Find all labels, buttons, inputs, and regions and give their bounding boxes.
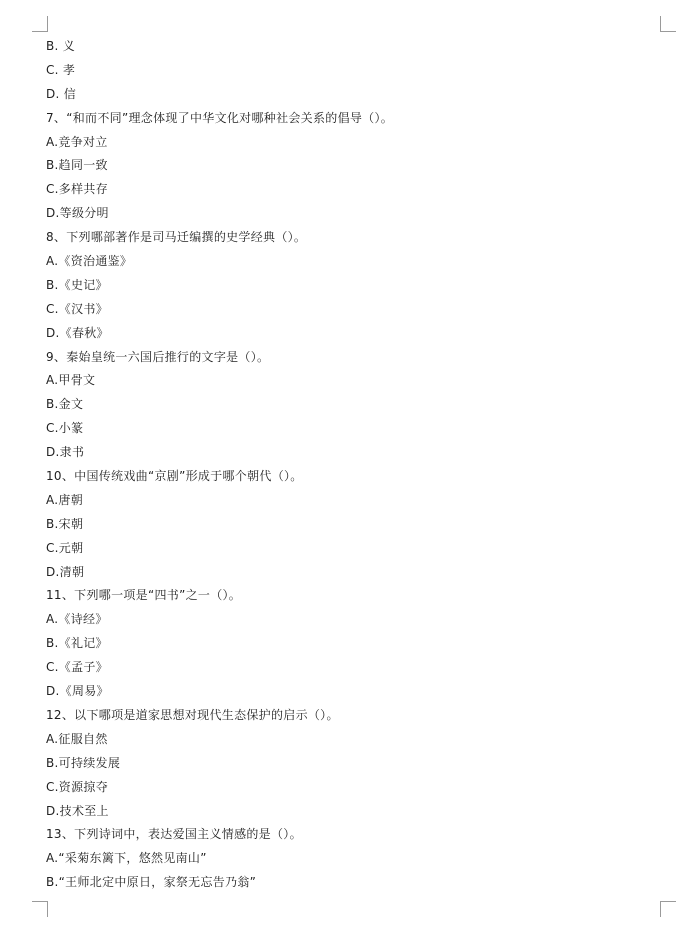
question-text: 12、以下哪项是道家思想对现代生态保护的启示（）。 (46, 707, 339, 722)
answer-option: D. 信 (46, 86, 77, 101)
question-text: 11、下列哪一项是“四书”之一（）。 (46, 588, 242, 603)
margin-corner-mark-top-right (660, 16, 676, 32)
answer-option: B.《史记》 (46, 277, 108, 292)
answer-option: B.趋同一致 (46, 158, 108, 173)
answer-option: B.《礼记》 (46, 636, 108, 651)
answer-option: B. 义 (46, 39, 76, 53)
answer-option: B.可持续发展 (46, 755, 121, 770)
question-text: 13、下列诗词中，表达爱国主义情感的是（）。 (46, 827, 302, 842)
answer-option: B.金文 (46, 397, 84, 412)
answer-option: C. 孝 (46, 62, 76, 77)
answer-option: A.竞争对立 (46, 134, 108, 149)
margin-corner-mark-bottom-left (32, 901, 48, 917)
answer-option: C.资源掠夺 (46, 779, 108, 794)
question-text: 7、“和而不同”理念体现了中华文化对哪种社会关系的倡导（）。 (46, 110, 394, 125)
answer-option: D.技术至上 (46, 803, 109, 818)
answer-option: A.“采菊东篱下，悠然见南山” (46, 851, 207, 866)
answer-option: C.多样共存 (46, 182, 108, 197)
answer-option: B.“王师北定中原日，家祭无忘告乃翁” (46, 875, 257, 890)
answer-option: A.《资治通鉴》 (46, 254, 133, 269)
answer-option: C.小篆 (46, 421, 84, 436)
question-text: 9、秦始皇统一六国后推行的文字是（）。 (46, 349, 270, 364)
answer-option: D.等级分明 (46, 206, 109, 221)
answer-option: D.《周易》 (46, 684, 109, 699)
answer-option: C.《汉书》 (46, 301, 108, 316)
answer-option: D.隶书 (46, 445, 85, 460)
document-body (46, 35, 646, 895)
margin-corner-mark-bottom-right (660, 901, 676, 917)
question-text: 8、下列哪部著作是司马迁编撰的史学经典（）。 (46, 230, 307, 245)
question-text: 10、中国传统戏曲“京剧”形成于哪个朝代（）。 (46, 469, 303, 484)
answer-option: A.唐朝 (46, 492, 84, 507)
answer-option: A.《诗经》 (46, 612, 108, 627)
answer-option: B.宋朝 (46, 516, 84, 531)
answer-option: D.清朝 (46, 564, 85, 579)
answer-option: C.《孟子》 (46, 660, 108, 675)
answer-option: A.甲骨文 (46, 373, 96, 388)
margin-corner-mark-top-left (32, 16, 48, 32)
answer-option: A.征服自然 (46, 731, 108, 746)
answer-option: D.《春秋》 (46, 325, 109, 340)
answer-option: C.元朝 (46, 540, 84, 555)
